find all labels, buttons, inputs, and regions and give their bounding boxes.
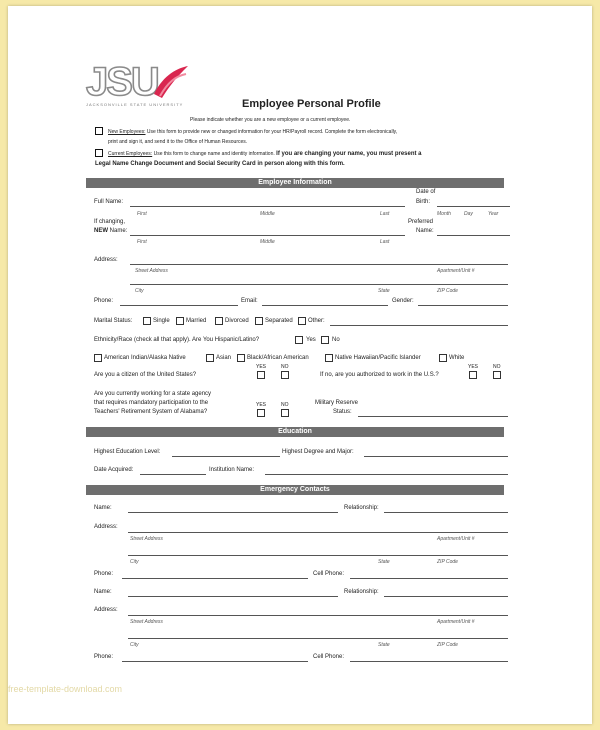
email-label: Email: [241, 298, 258, 304]
first-sublabel-2: First [137, 239, 147, 245]
race-black-checkbox[interactable] [237, 354, 245, 362]
ec2-name-label: Name: [94, 589, 112, 595]
new-employee-text-2: print and sign it, and send it to the Office of Human Resources. [108, 139, 248, 145]
ec2-relationship-label: Relationship: [344, 589, 379, 595]
hispanic-yes-checkbox[interactable] [295, 336, 303, 344]
citizen-question: Are you a citizen of the United States? [94, 372, 197, 378]
race-american-indian-label: American Indian/Alaska Native [104, 355, 186, 361]
ec2-state-sublabel: State [378, 642, 390, 648]
city-state-zip-field[interactable] [130, 284, 508, 285]
middle-sublabel: Middle [260, 211, 275, 217]
ec2-address-label: Address: [94, 607, 118, 613]
current-employee-text-2: Legal Name Change Document and Social Security Card in person along with this form. [95, 161, 345, 167]
marital-separated-checkbox[interactable] [255, 317, 263, 325]
citizen-no-header: NO [281, 364, 289, 370]
instruction-text: Please indicate whether you are a new employee or a current employee. [190, 117, 351, 123]
state-agency-question-1: Are you currently working for a state agency [94, 391, 212, 397]
date-acquired-label: Date Acquired: [94, 467, 134, 473]
watermark-text: free-template-download.com [8, 684, 123, 694]
state-agency-no-header: NO [281, 402, 289, 408]
hispanic-no-checkbox[interactable] [321, 336, 329, 344]
preferred-label-1: Preferred [408, 219, 434, 225]
authorized-no-header: NO [493, 364, 501, 370]
phone-field[interactable] [120, 305, 238, 306]
ec1-zip-sublabel: ZIP Code [437, 559, 458, 565]
ethnicity-question: Ethnicity/Race (check all that apply). Are You Hispanic/Latino? [94, 337, 260, 343]
ec1-cell-field[interactable] [350, 578, 508, 579]
state-agency-question-2: that requires mandatory participation to the [94, 400, 209, 406]
highest-degree-label: Highest Degree and Major: [282, 449, 354, 455]
marital-divorced-checkbox[interactable] [215, 317, 223, 325]
race-american-indian-checkbox[interactable] [94, 354, 102, 362]
ec2-apt-sublabel: Apartment/Unit # [437, 619, 475, 625]
street-sublabel: Street Address [135, 268, 168, 274]
ec1-city-sublabel: City [130, 559, 139, 565]
military-status-field[interactable] [358, 416, 508, 417]
new-name-label: NEW Name: [94, 228, 128, 234]
ec2-phone-field[interactable] [122, 661, 308, 662]
marital-single-label: Single [153, 318, 170, 324]
email-field[interactable] [262, 305, 388, 306]
full-name-label: Full Name: [94, 199, 124, 205]
zip-sublabel: ZIP Code [437, 288, 458, 294]
ec1-city-field[interactable] [128, 555, 508, 556]
month-sublabel: Month [437, 211, 451, 217]
race-asian-checkbox[interactable] [206, 354, 214, 362]
institution-label: Institution Name: [209, 467, 255, 473]
highest-education-label: Highest Education Level: [94, 449, 161, 455]
military-label-1: Military Reserve [315, 400, 359, 406]
race-asian-label: Asian [216, 355, 232, 361]
new-employee-checkbox[interactable] [95, 127, 103, 135]
race-white-label: White [449, 355, 465, 361]
authorized-yes-checkbox[interactable] [469, 371, 477, 379]
ec1-relationship-field[interactable] [384, 512, 508, 513]
gender-label: Gender: [392, 298, 414, 304]
authorized-question: If no, are you authorized to work in the U.S.? [320, 372, 439, 378]
logo-tagline: JACKSONVILLE STATE UNIVERSITY [86, 102, 184, 107]
state-agency-no-checkbox[interactable] [281, 409, 289, 417]
state-agency-yes-header: YES [256, 402, 267, 408]
page-title: Employee Personal Profile [242, 98, 381, 110]
apt-sublabel: Apartment/Unit # [437, 268, 475, 274]
marital-married-checkbox[interactable] [176, 317, 184, 325]
marital-single-checkbox[interactable] [143, 317, 151, 325]
marital-separated-label: Separated [265, 318, 293, 324]
address-label: Address: [94, 257, 118, 263]
logo-swoosh-icon [150, 64, 190, 100]
first-sublabel: First [137, 211, 147, 217]
authorized-yes-header: YES [468, 364, 479, 370]
ec1-phone-field[interactable] [122, 578, 308, 579]
highest-degree-field[interactable] [364, 456, 508, 457]
ec2-name-field[interactable] [128, 596, 338, 597]
jsu-logo: JSU [86, 60, 158, 104]
last-sublabel: Last [380, 211, 390, 217]
last-sublabel-2: Last [380, 239, 390, 245]
ec2-city-field[interactable] [128, 638, 508, 639]
ec1-address-label: Address: [94, 524, 118, 530]
gender-field[interactable] [418, 305, 508, 306]
ec2-street-sublabel: Street Address [130, 619, 163, 625]
ec1-cell-label: Cell Phone: [313, 571, 345, 577]
ec1-street-sublabel: Street Address [130, 536, 163, 542]
ec1-name-label: Name: [94, 505, 112, 511]
hispanic-yes-label: Yes [306, 337, 316, 343]
military-label-2: Status: [333, 409, 352, 415]
marital-married-label: Married [186, 318, 207, 324]
date-acquired-field[interactable] [140, 474, 206, 475]
marital-divorced-label: Divorced [225, 318, 249, 324]
ec2-phone-label: Phone: [94, 654, 114, 660]
dob-label-2: Birth: [416, 199, 431, 205]
ec1-relationship-label: Relationship: [344, 505, 379, 511]
ec2-cell-label: Cell Phone: [313, 654, 345, 660]
ec2-city-sublabel: City [130, 642, 139, 648]
citizen-yes-checkbox[interactable] [257, 371, 265, 379]
ec2-street-field[interactable] [128, 615, 508, 616]
dob-field[interactable] [437, 206, 510, 207]
state-agency-yes-checkbox[interactable] [257, 409, 265, 417]
marital-other-checkbox[interactable] [298, 317, 306, 325]
current-employee-checkbox[interactable] [95, 149, 103, 157]
race-black-label: Black/African American [247, 355, 309, 361]
ec2-relationship-field[interactable] [384, 596, 508, 597]
state-sublabel: State [378, 288, 390, 294]
highest-education-field[interactable] [172, 456, 280, 457]
ec1-state-sublabel: State [378, 559, 390, 565]
citizen-no-checkbox[interactable] [281, 371, 289, 379]
race-white-checkbox[interactable] [439, 354, 447, 362]
phone-label: Phone: [94, 298, 114, 304]
dob-label-1: Date of [416, 189, 436, 195]
section-education: Education [86, 427, 504, 437]
current-employee-text: Current Employees: Use this form to change name and identity information. If you are changing your name, you must present a [108, 151, 422, 157]
ec1-name-field[interactable] [128, 512, 338, 513]
preferred-label-2: Name: [416, 228, 434, 234]
full-name-field[interactable] [130, 206, 405, 207]
section-employee-information: Employee Information [86, 178, 504, 188]
new-name-field[interactable] [130, 235, 405, 236]
ec1-apt-sublabel: Apartment/Unit # [437, 536, 475, 542]
form-page [8, 6, 592, 724]
authorized-no-checkbox[interactable] [493, 371, 501, 379]
section-emergency-contacts: Emergency Contacts [86, 485, 504, 495]
institution-field[interactable] [265, 474, 508, 475]
ec2-zip-sublabel: ZIP Code [437, 642, 458, 648]
if-changing-label: If changing, [94, 219, 126, 225]
citizen-yes-header: YES [256, 364, 267, 370]
middle-sublabel-2: Middle [260, 239, 275, 245]
new-employee-text: New Employees: Use this form to provide new or changed information for your HR/Payroll record. Complete the form electronically, [108, 129, 398, 135]
street-address-field[interactable] [130, 264, 508, 265]
marital-other-label: Other: [308, 318, 325, 324]
ec1-phone-label: Phone: [94, 571, 114, 577]
city-sublabel: City [135, 288, 144, 294]
day-sublabel: Day [464, 211, 473, 217]
marital-other-field[interactable] [330, 325, 508, 326]
race-hawaiian-checkbox[interactable] [325, 354, 333, 362]
state-agency-question-3: Teachers' Retirement System of Alabama? [94, 409, 208, 415]
race-hawaiian-label: Native Hawaiian/Pacific Islander [335, 355, 421, 361]
ec2-cell-field[interactable] [350, 661, 508, 662]
year-sublabel: Year [488, 211, 499, 217]
hispanic-no-label: No [332, 337, 340, 343]
preferred-name-field[interactable] [437, 235, 510, 236]
ec1-street-field[interactable] [128, 532, 508, 533]
marital-status-label: Marital Status: [94, 318, 133, 324]
